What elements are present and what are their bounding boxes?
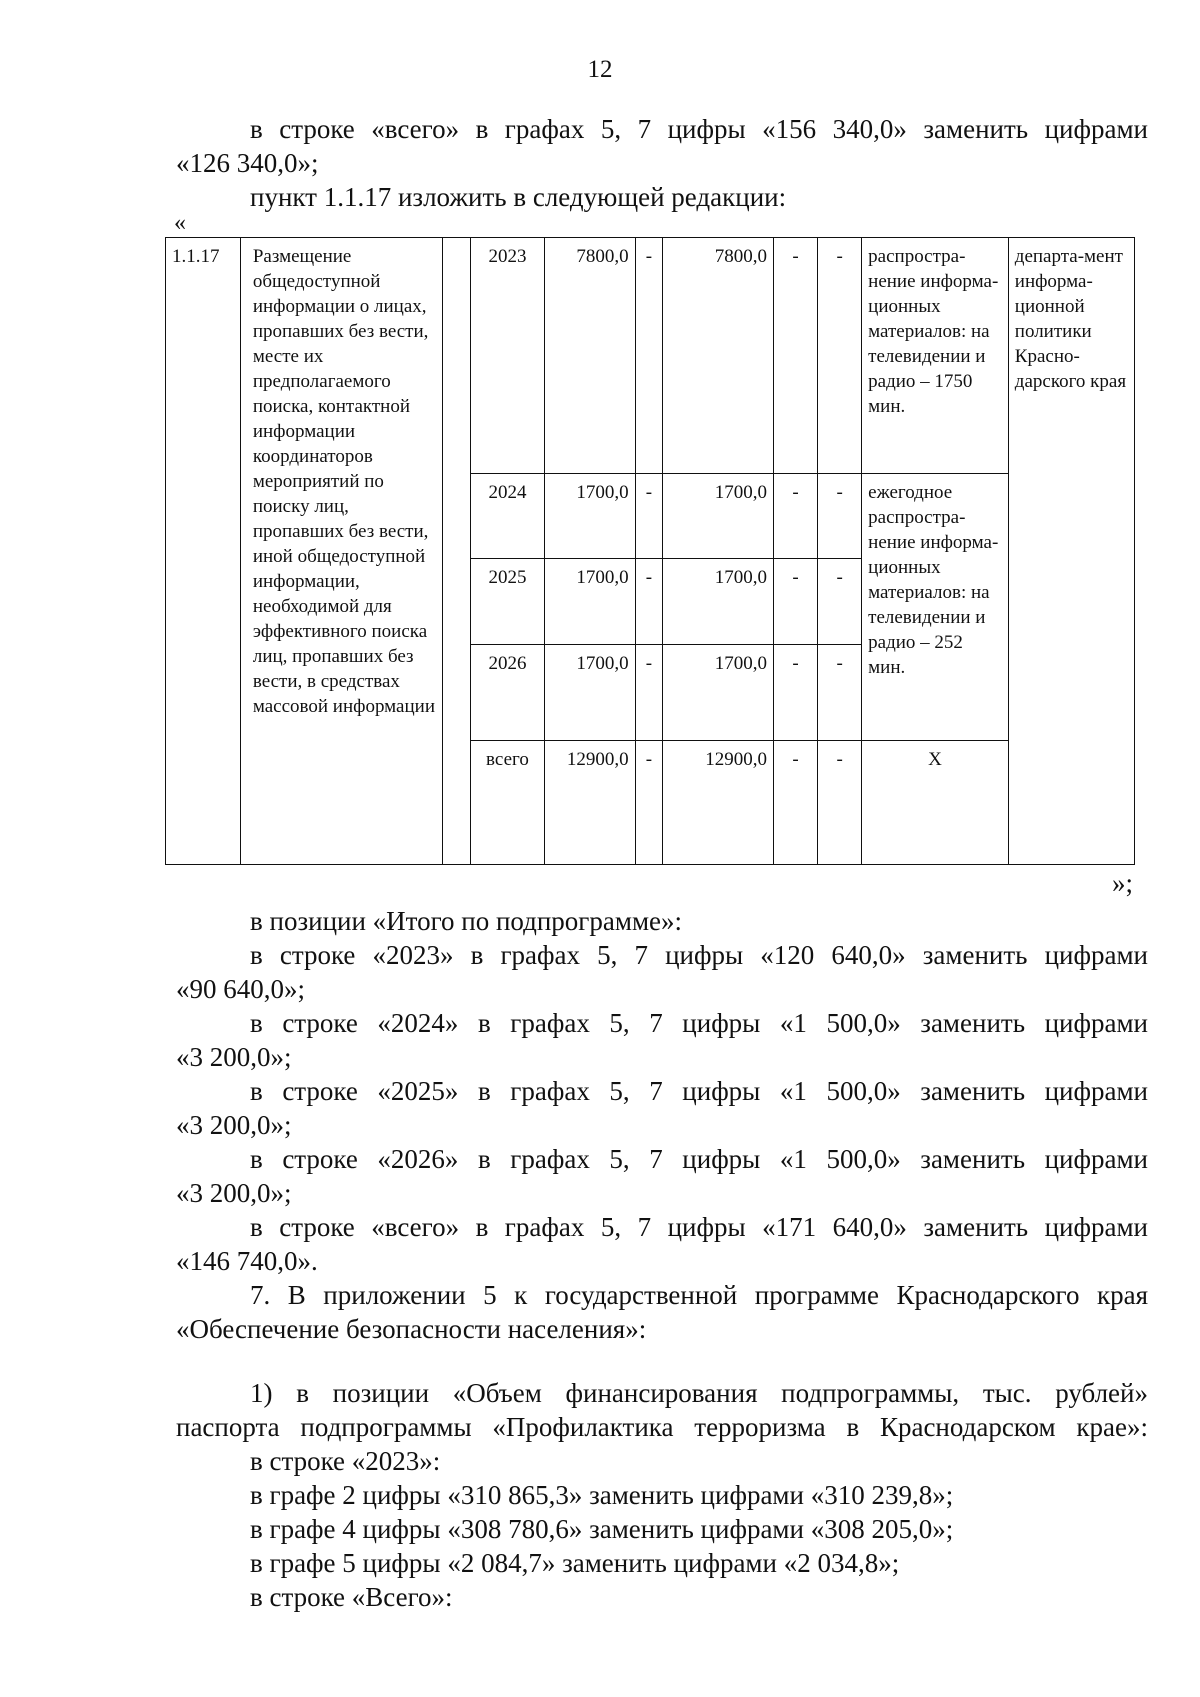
body-line: «Обеспечение безопасности населения»: xyxy=(176,1314,647,1344)
body-line: «3 200,0»; xyxy=(176,1178,292,1208)
body-line: в строке «2023»: xyxy=(250,1446,441,1476)
regional-cell: 1700,0 xyxy=(663,645,774,741)
total-cell: 12900,0 xyxy=(545,741,635,865)
body-line: паспорта подпрограммы «Профилактика терроризма в Краснодарском крае»: xyxy=(176,1412,1148,1442)
total-cell: 1700,0 xyxy=(545,645,635,741)
federal-cell: - xyxy=(635,559,663,645)
year-cell: 2023 xyxy=(470,238,545,474)
regional-cell: 1700,0 xyxy=(663,559,774,645)
body-line: в графе 4 цифры «308 780,6» заменить цифрами «308 205,0»; xyxy=(250,1514,954,1544)
total-cell: 1700,0 xyxy=(545,474,635,559)
year-cell: 2026 xyxy=(470,645,545,741)
total-cell: 7800,0 xyxy=(545,238,635,474)
body-line: в строке «2026» в графах 5, 7 цифры «1 500,0» заменить цифрами xyxy=(250,1144,1148,1174)
year-cell: всего xyxy=(470,741,545,865)
body-line: в строке «2025» в графах 5, 7 цифры «1 500,0» заменить цифрами xyxy=(250,1076,1148,1106)
other-cell: - xyxy=(818,559,862,645)
body-line: в графе 2 цифры «310 865,3» заменить цифрами «310 239,8»; xyxy=(250,1480,954,1510)
other-cell: - xyxy=(818,741,862,865)
body-line: «90 640,0»; xyxy=(176,974,306,1004)
total-cell: 1700,0 xyxy=(545,559,635,645)
program-table xyxy=(165,237,1135,865)
blank-column xyxy=(442,238,470,865)
body-line: в строке «Всего»: xyxy=(250,1582,453,1612)
intro-line-1: в строке «всего» в графах 5, 7 цифры «156 340,0» заменить цифрами xyxy=(250,114,1148,144)
regional-cell: 12900,0 xyxy=(663,741,774,865)
item-number: 1.1.17 xyxy=(166,238,241,865)
body-line: 7. В приложении 5 к государственной программе Краснодарского края xyxy=(250,1280,1148,1310)
federal-cell: - xyxy=(635,645,663,741)
open-quote: « xyxy=(174,210,186,236)
local-cell: - xyxy=(774,474,818,559)
local-cell: - xyxy=(774,238,818,474)
intro-line-2: «126 340,0»; xyxy=(176,148,319,178)
regional-cell: 1700,0 xyxy=(663,474,774,559)
result-total: Х xyxy=(862,741,1009,865)
close-quote: »; xyxy=(1112,868,1134,898)
body-line: «3 200,0»; xyxy=(176,1110,292,1140)
local-cell: - xyxy=(774,559,818,645)
body-line: в позиции «Итого по подпрограмме»: xyxy=(250,906,683,936)
table-row xyxy=(166,238,1135,474)
page-number: 12 xyxy=(587,56,613,83)
body-line: в строке «2023» в графах 5, 7 цифры «120 640,0» заменить цифрами xyxy=(250,940,1148,970)
body-line: в строке «всего» в графах 5, 7 цифры «171 640,0» заменить цифрами xyxy=(250,1212,1148,1242)
local-cell: - xyxy=(774,741,818,865)
responsible-cell: департа-мент информа-ционной политики Красно-дарского края xyxy=(1008,238,1134,865)
body-line: в строке «2024» в графах 5, 7 цифры «1 500,0» заменить цифрами xyxy=(250,1008,1148,1038)
result-2023: распростра-нение информа-ционных материалов: на телевидении и радио – 1750 мин. xyxy=(862,238,1009,474)
year-cell: 2024 xyxy=(470,474,545,559)
federal-cell: - xyxy=(635,741,663,865)
intro-line-3: пункт 1.1.17 изложить в следующей редакции: xyxy=(250,182,787,212)
result-2024-2026: ежегодное распростра-нение информа-ционных материалов: на телевидении и радио – 252 мин. xyxy=(862,474,1009,741)
other-cell: - xyxy=(818,238,862,474)
body-line: 1) в позиции «Объем финансирования подпрограммы, тыс. рублей» xyxy=(250,1378,1148,1408)
item-name: Размещение общедоступной информации о лицах, пропавших без вести, месте их предполагаемого поиска, контактной информации координаторов мероприятий по поиску лиц, пропавших без вести, иной общедоступной информации, необходимой для эффективного поиска лиц, пропавших без вести, в средствах массовой информации xyxy=(240,238,442,865)
federal-cell: - xyxy=(635,238,663,474)
regional-cell: 7800,0 xyxy=(663,238,774,474)
federal-cell: - xyxy=(635,474,663,559)
body-line: в графе 5 цифры «2 084,7» заменить цифрами «2 034,8»; xyxy=(250,1548,900,1578)
body-line: «3 200,0»; xyxy=(176,1042,292,1072)
other-cell: - xyxy=(818,645,862,741)
other-cell: - xyxy=(818,474,862,559)
year-cell: 2025 xyxy=(470,559,545,645)
local-cell: - xyxy=(774,645,818,741)
body-line: «146 740,0». xyxy=(176,1246,318,1276)
